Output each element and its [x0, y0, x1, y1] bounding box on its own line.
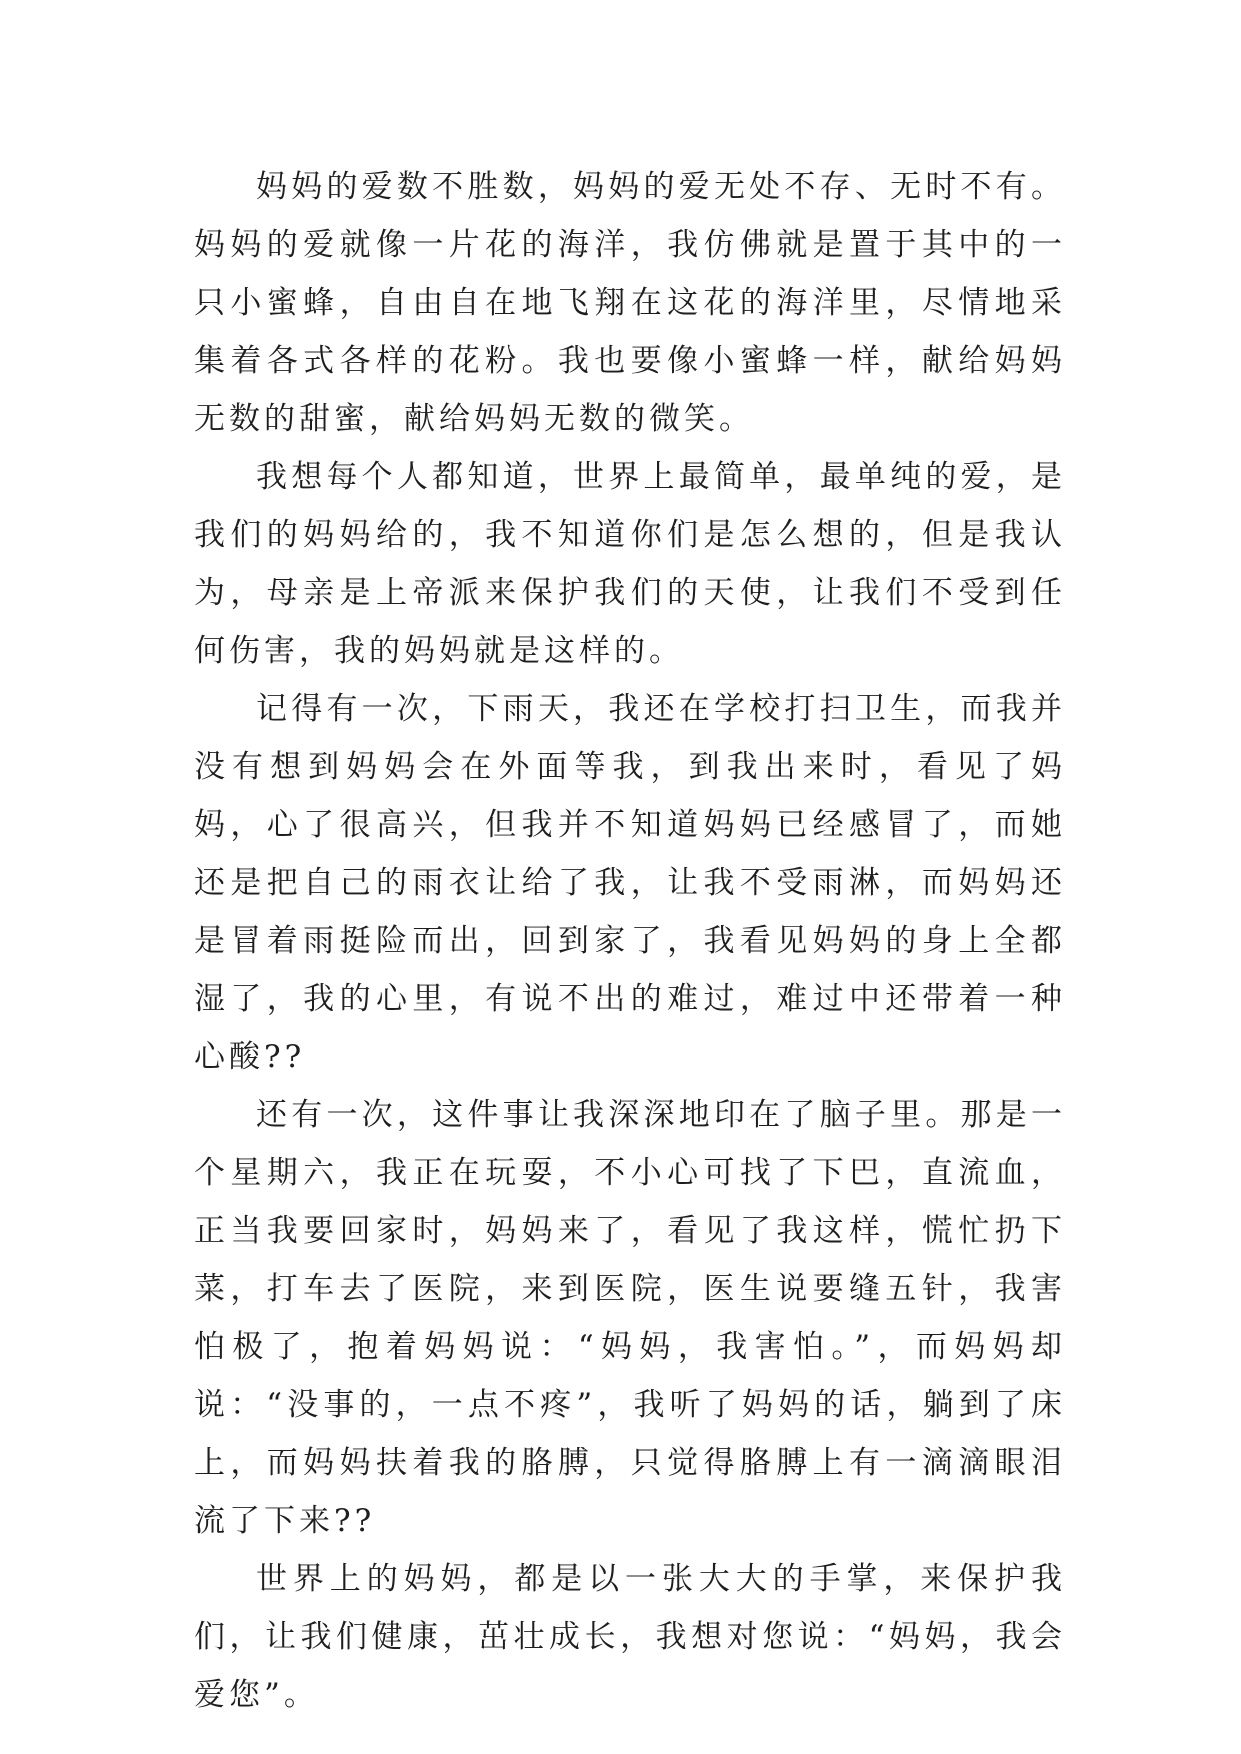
paragraph-rainy-day: 记得有一次，下雨天，我还在学校打扫卫生，而我并没有想到妈妈会在外面等我，到我出来时，看见了妈妈，心了很高兴，但我并不知道妈妈已经感冒了，而她还是把自己的雨衣让给了我，让我不受雨淋，而妈妈还是冒着雨挺险而出，回到家了，我看见妈妈的身上全都湿了，我的心里，有说不出的难过，难过中还带着一种心酸??	[194, 691, 1066, 1075]
document-body	[194, 158, 1066, 1724]
paragraph-closing: 世界上的妈妈，都是以一张大大的手掌，来保护我们，让我们健康，茁壮成长，我想对您说：“妈妈，我会爱您”。	[194, 1561, 1066, 1713]
paragraph-hospital: 还有一次，这件事让我深深地印在了脑子里。那是一个星期六，我正在玩耍，不小心可找了下巴，直流血，正当我要回家时，妈妈来了，看见了我这样，慌忙扔下菜，打车去了医院，来到医院，医生说要缝五针，我害怕极了，抱着妈妈说：“妈妈，我害怕。”，而妈妈却说：“没事的，一点不疼”，我听了妈妈的话，躺到了床上，而妈妈扶着我的胳膊，只觉得胳膊上有一滴滴眼泪流了下来??	[194, 1097, 1066, 1539]
paragraph-mothers-love: 妈妈的爱数不胜数，妈妈的爱无处不存、无时不有。妈妈的爱就像一片花的海洋，我仿佛就是置于其中的一只小蜜蜂，自由自在地飞翔在这花的海洋里，尽情地采集着各式各样的花粉。我也要像小蜜蜂一样，献给妈妈无数的甜蜜，献给妈妈无数的微笑。	[194, 169, 1066, 437]
paragraph-simplest-love: 我想每个人都知道，世界上最简单，最单纯的爱，是我们的妈妈给的，我不知道你们是怎么想的，但是我认为，母亲是上帝派来保护我们的天使，让我们不受到任何伤害，我的妈妈就是这样的。	[194, 459, 1066, 669]
